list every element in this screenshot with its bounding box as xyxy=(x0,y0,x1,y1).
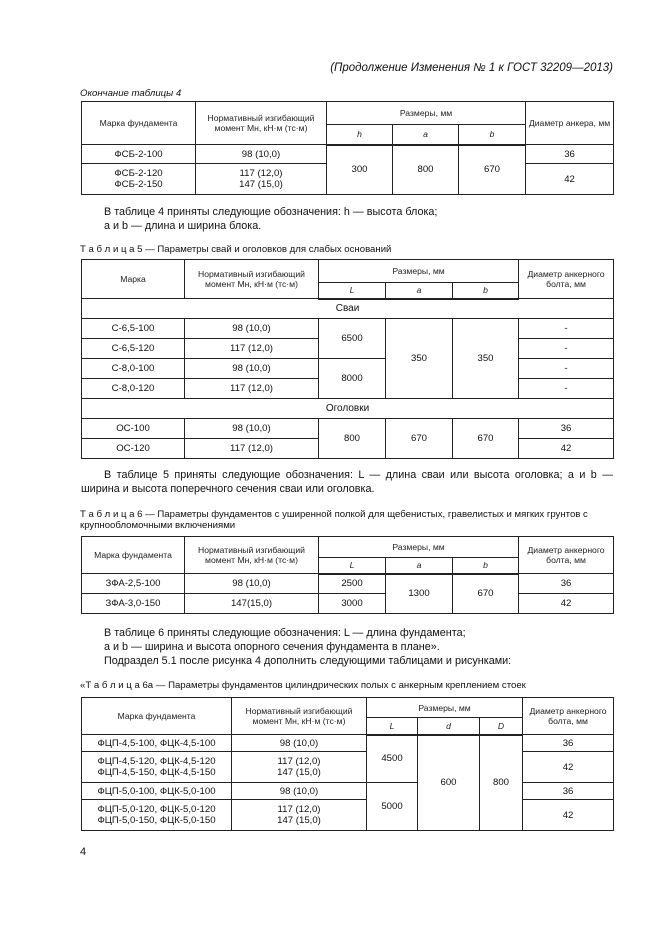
t5-sub-b: b xyxy=(453,283,519,299)
t5-section-piles: Сваи xyxy=(82,299,614,319)
t5-head-a: 670 xyxy=(386,419,453,459)
t4-mark xyxy=(82,164,196,195)
t4-moment-line: 117 (12,0) xyxy=(239,168,283,179)
t5-mark: С-8,0-100 xyxy=(82,359,185,379)
t6a-mark xyxy=(82,752,232,783)
t6a-mark: ФЦП-5,0-100, ФЦК-5,0-100 xyxy=(82,783,232,800)
t5-mark: ОС-120 xyxy=(82,439,185,459)
t5-moment: 117 (12,0) xyxy=(185,379,319,399)
t6a-anchor: 36 xyxy=(523,735,614,752)
t6-anchor: 42 xyxy=(519,594,614,614)
table-row xyxy=(82,800,614,831)
t6a-header-anchor: Диаметр анкерного болта, мм xyxy=(523,698,614,735)
table4-caption: Окончание таблицы 4 xyxy=(80,88,182,99)
t6a-moment-line: 117 (12,0) xyxy=(277,756,321,767)
t6-L: 3000 xyxy=(319,594,386,614)
t5-pile-L: 6500 xyxy=(319,319,386,359)
t4-mark-line: ФСБ-2-150 xyxy=(114,179,163,190)
t4-header-moment: Нормативный изгибающий момент Mн, кН·м (тс·м) xyxy=(196,102,327,145)
table-4 xyxy=(81,101,614,195)
t5-moment: 98 (10,0) xyxy=(185,419,319,439)
t5-pile-a: 350 xyxy=(386,319,453,399)
t6-mark: ЗФА-3,0-150 xyxy=(82,594,185,614)
t4-mark: ФСБ-2-100 xyxy=(82,145,196,164)
t6-sub-b: b xyxy=(453,558,519,574)
t5-anchor: - xyxy=(519,339,614,359)
t4-header-mark: Марка фундамента xyxy=(82,102,196,145)
t6-header-mark: Марка фундамента xyxy=(82,537,185,574)
t6a-moment-line: 147 (15,0) xyxy=(277,815,321,826)
t5-mark: ОС-100 xyxy=(82,419,185,439)
table6-caption-line2: крупнообломочными включениями xyxy=(80,520,236,531)
t6a-sub-L: L xyxy=(367,718,418,735)
t6a-L: 4500 xyxy=(367,735,418,783)
t4-sub-a: a xyxy=(393,125,459,145)
t6-mark: ЗФА-2,5-100 xyxy=(82,574,185,594)
table-row xyxy=(82,594,614,614)
t5-header-moment: Нормативный изгибающий момент Mн, кН·м (тс·м) xyxy=(185,260,319,299)
t6-b: 670 xyxy=(453,574,519,614)
t4-note-line1: В таблице 4 приняты следующие обозначения: h — высота блока; xyxy=(104,206,438,218)
t4-moment-line: 147 (15,0) xyxy=(239,179,283,190)
t6a-sub-d: d xyxy=(418,718,480,735)
t6-moment: 98 (10,0) xyxy=(185,574,319,594)
t4-sub-b: b xyxy=(459,125,526,145)
t6a-mark-line: ФЦП-5,0-120, ФЦК-5,0-120 xyxy=(97,804,216,815)
t6-sub-a: a xyxy=(386,558,453,574)
t6a-moment xyxy=(232,800,367,831)
t6a-D: 800 xyxy=(480,735,523,831)
t5-anchor: - xyxy=(519,379,614,399)
t4-dim-h: 300 xyxy=(327,145,393,195)
t6a-anchor: 36 xyxy=(523,783,614,800)
t6-header-dims: Размеры, мм xyxy=(319,537,519,558)
t6-sub-L: L xyxy=(319,558,386,574)
table-5 xyxy=(81,259,614,459)
t5-head-b: 670 xyxy=(453,419,519,459)
t6a-mark xyxy=(82,800,232,831)
t6a-mark-line: ФЦП-5,0-150, ФЦК-5,0-150 xyxy=(97,815,216,826)
page-number: 4 xyxy=(80,846,87,858)
t5-moment: 98 (10,0) xyxy=(185,319,319,339)
t6-L: 2500 xyxy=(319,574,386,594)
table-row xyxy=(82,359,614,379)
t4-note-line2: a и b — длина и ширина блока. xyxy=(104,220,262,232)
table-row xyxy=(82,574,614,594)
table-6a xyxy=(81,697,614,831)
t5-sub-a: a xyxy=(386,283,453,299)
t5-mark: С-8,0-120 xyxy=(82,379,185,399)
page-header: (Продолжение Изменения № 1 к ГОСТ 32209—2013) xyxy=(330,62,613,74)
t6a-header-dims: Размеры, мм xyxy=(367,698,523,718)
t5-anchor: - xyxy=(519,319,614,339)
t6-note-line1: В таблице 6 приняты следующие обозначения: L — длина фундамента; xyxy=(104,627,466,639)
t6a-mark-line: ФЦП-4,5-150, ФЦК-4,5-150 xyxy=(97,767,216,778)
table-row xyxy=(82,752,614,783)
table-row xyxy=(82,145,614,164)
t6a-moment: 98 (10,0) xyxy=(232,783,367,800)
t5-mark: С-6,5-120 xyxy=(82,339,185,359)
t6a-header-mark: Марка фундамента xyxy=(82,698,232,735)
table5-caption: Т а б л и ц а 5 — Параметры свай и оголовков для слабых оснований xyxy=(80,244,392,255)
t5-mark: С-6,5-100 xyxy=(82,319,185,339)
t6-moment: 147(15,0) xyxy=(185,594,319,614)
t6a-L: 5000 xyxy=(367,783,418,831)
t4-header-dims: Размеры, мм xyxy=(327,102,526,125)
t5-head-L: 800 xyxy=(319,419,386,459)
t5-header-dims: Размеры, мм xyxy=(319,260,519,283)
t4-anchor: 36 xyxy=(526,145,614,164)
t5-moment: 98 (10,0) xyxy=(185,359,319,379)
t6-header-moment: Нормативный изгибающий момент Mн, кН·м (тс·м) xyxy=(185,537,319,574)
t5-pile-b: 350 xyxy=(453,319,519,399)
table6a-caption: «Т а б л и ц а 6а — Параметры фундаментов цилиндрических полых с анкерным креплением стоек xyxy=(80,680,526,691)
t4-moment: 98 (10,0) xyxy=(196,145,327,164)
t6a-d: 600 xyxy=(418,735,480,831)
t5-sub-L: L xyxy=(319,283,386,299)
t6-note-line3: Подраздел 5.1 после рисунка 4 дополнить следующими таблицами и рисунками: xyxy=(104,655,512,667)
table-row xyxy=(82,319,614,339)
t5-anchor: 42 xyxy=(519,439,614,459)
t4-mark-line: ФСБ-2-120 xyxy=(114,168,163,179)
t4-sub-h: h xyxy=(327,125,393,145)
t5-anchor: 36 xyxy=(519,419,614,439)
t6a-anchor: 42 xyxy=(523,752,614,783)
t6-a: 1300 xyxy=(386,574,453,614)
t4-anchor: 42 xyxy=(526,164,614,195)
t6a-moment xyxy=(232,752,367,783)
t6a-anchor: 42 xyxy=(523,800,614,831)
t6-anchor: 36 xyxy=(519,574,614,594)
t4-dim-a: 800 xyxy=(393,145,459,195)
t5-pile-L: 8000 xyxy=(319,359,386,399)
t5-note: В таблице 5 приняты следующие обозначения: L — длина сваи или высота оголовка; a и b — ширина и высота поперечного сечения сваи или оголовка. xyxy=(81,469,613,495)
t6a-mark: ФЦП-4,5-100, ФЦК-4,5-100 xyxy=(82,735,232,752)
t6a-sub-D: D xyxy=(480,718,523,735)
table6-caption-line1: Т а б л и ц а 6 — Параметры фундаментов с уширенной полкой для щебенистых, гравелистых и мягких грунтов с xyxy=(80,509,588,520)
t5-header-anchor: Диаметр анкерного болта, мм xyxy=(519,260,614,299)
t6a-mark-line: ФЦП-4,5-120, ФЦК-4,5-120 xyxy=(97,756,216,767)
t4-header-anchor: Диаметр анкера, мм xyxy=(526,102,614,145)
table-row xyxy=(82,783,614,800)
table-6 xyxy=(81,536,614,614)
t6a-header-moment: Нормативный изгибающий момент Mн, кН·м (тс·м) xyxy=(232,698,367,735)
t6a-moment-line: 147 (15,0) xyxy=(277,767,321,778)
table-row xyxy=(82,735,614,752)
table-row xyxy=(82,419,614,439)
t6-note-line2: a и b — ширина и высота опорного сечения фундамента в плане». xyxy=(104,641,440,653)
t5-header-mark: Марка xyxy=(82,260,185,299)
t6a-moment-line: 117 (12,0) xyxy=(277,804,321,815)
t5-anchor: - xyxy=(519,359,614,379)
t4-moment xyxy=(196,164,327,195)
t6-header-anchor: Диаметр анкерного болта, мм xyxy=(519,537,614,574)
t5-section-heads: Оголовки xyxy=(82,399,614,419)
t6a-moment: 98 (10,0) xyxy=(232,735,367,752)
t5-moment: 117 (12,0) xyxy=(185,439,319,459)
t5-moment: 117 (12,0) xyxy=(185,339,319,359)
t4-dim-b: 670 xyxy=(459,145,526,195)
